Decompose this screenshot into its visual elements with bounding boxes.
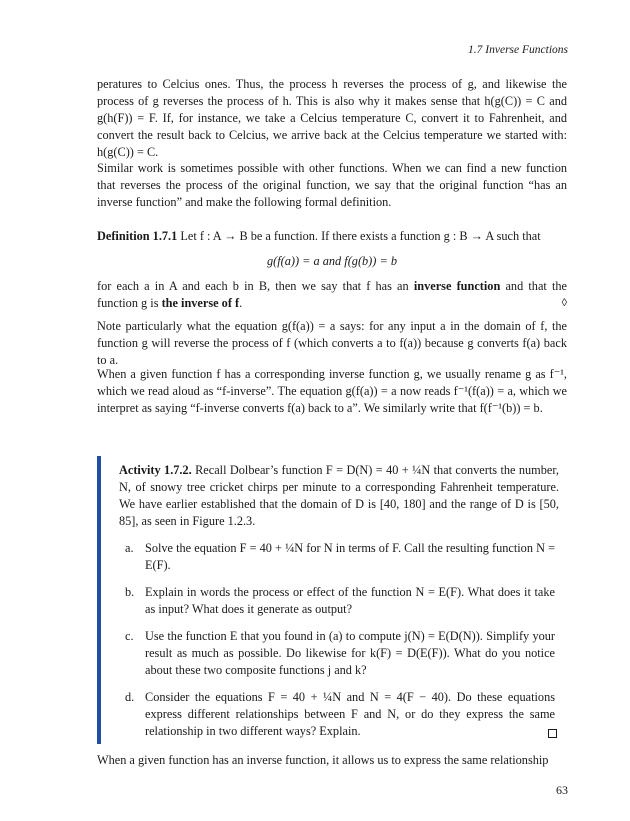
definition-body-text-2: and that the function g is — [97, 279, 568, 310]
definition-title: Definition 1.7.1 — [97, 229, 178, 243]
definition-block — [97, 228, 567, 312]
definition-end-diamond-icon: ◊ — [561, 297, 567, 309]
activity-item-text: Consider the equations F = 40 + ¼N and N = 4(F − 40). Do these equations express different relationships between F and N, or do they express the same relationship in two different ways? Explain. — [145, 690, 555, 738]
definition-body: for each a in A and each b in B, then we say that f has an inverse function and that the function g is the inverse of f. ◊ — [97, 279, 568, 310]
activity-item-a — [125, 540, 555, 574]
activity-item-text: Use the function E that you found in (a) to compute j(N) = E(D(N)). Simplify your result as much as possible. Do likewise for k(F) = D(E(F)). What do you notice about these two composite functions j and k? — [145, 629, 555, 677]
activity-end-square-icon — [548, 729, 557, 738]
activity-item-label: b. — [125, 585, 135, 599]
paragraph-notation: When a given function f has a corresponding inverse function g, we usually rename g as f⁻¹, which we read aloud as “f-inverse”. The equation g(f(a)) = a now reads f⁻¹(f(a)) = a, which we interpret as saying “f-inverse converts f(a) back to a”. We similarly write that f(f⁻¹(b)) = b. — [97, 367, 567, 415]
activity-item-label: a. — [125, 541, 134, 555]
activity-item-b — [125, 584, 555, 618]
activity-item-text: Solve the equation F = 40 + ¼N for N in terms of F. Call the resulting function N = E(F). — [145, 541, 555, 572]
activity-list — [125, 540, 555, 750]
definition-intro-line — [97, 228, 567, 245]
running-head: 1.7 Inverse Functions — [468, 44, 568, 56]
definition-term-inverse-function: inverse function — [413, 279, 501, 293]
activity-box — [97, 456, 571, 744]
activity-item-text: Explain in words the process or effect of the function N = E(F). What does it take as input? What does it generate as output? — [145, 585, 555, 616]
paragraph-closing: When a given function has an inverse function, it allows us to express the same relationship — [97, 753, 549, 767]
activity-intro-block — [119, 462, 559, 530]
paragraph-continued: peratures to Celcius ones. Thus, the process h reverses the process of g, and likewise the process of g reverses the process of h. This is also why it makes sense that h(g(C)) = C and g(h(F)) = F. If, for instance, we take a Celcius temperature C, convert it to Fahrenheit, and convert the result back to Celcius, we arrive back at the Celcius temperature we started with: h(g(C)) = C. — [97, 77, 567, 159]
paragraph-inverse-intro: Similar work is sometimes possible with other functions. When we can find a new function that reverses the process of the original function, we say that the original function “has an inverse function” and make the following formal definition. — [97, 161, 567, 209]
activity-item-c — [125, 628, 555, 679]
page-number: 63 — [556, 783, 568, 797]
activity-item-label: c. — [125, 629, 134, 643]
definition-term-inverse-of: the inverse of f — [161, 296, 240, 310]
definition-body-text: for each a in A and each b in B, then we say that f has an — [97, 279, 409, 293]
definition-equation: g(f(a)) = a and f(g(b)) = b — [267, 254, 397, 268]
activity-item-d — [125, 689, 555, 740]
activity-intro: Recall Dolbear’s function F = D(N) = 40 + ¼N that converts the number, N, of snowy tree cricket chirps per minute to a corresponding Fahrenheit temperature. We have earlier established that the domain of D is [40, 180] and the range of D is [50, 85], as seen in Figure 1.2.3. — [119, 463, 559, 528]
activity-item-label: d. — [125, 690, 135, 704]
activity-title: Activity 1.7.2. — [119, 463, 192, 477]
paragraph-note: Note particularly what the equation g(f(a)) = a says: for any input a in the domain of f, the function g will reverse the process of f (which converts a to f(a)) because g converts f(a) back to a. — [97, 319, 567, 367]
definition-intro: Let f : A → B be a function. If there exists a function g : B → A such that — [180, 229, 541, 243]
